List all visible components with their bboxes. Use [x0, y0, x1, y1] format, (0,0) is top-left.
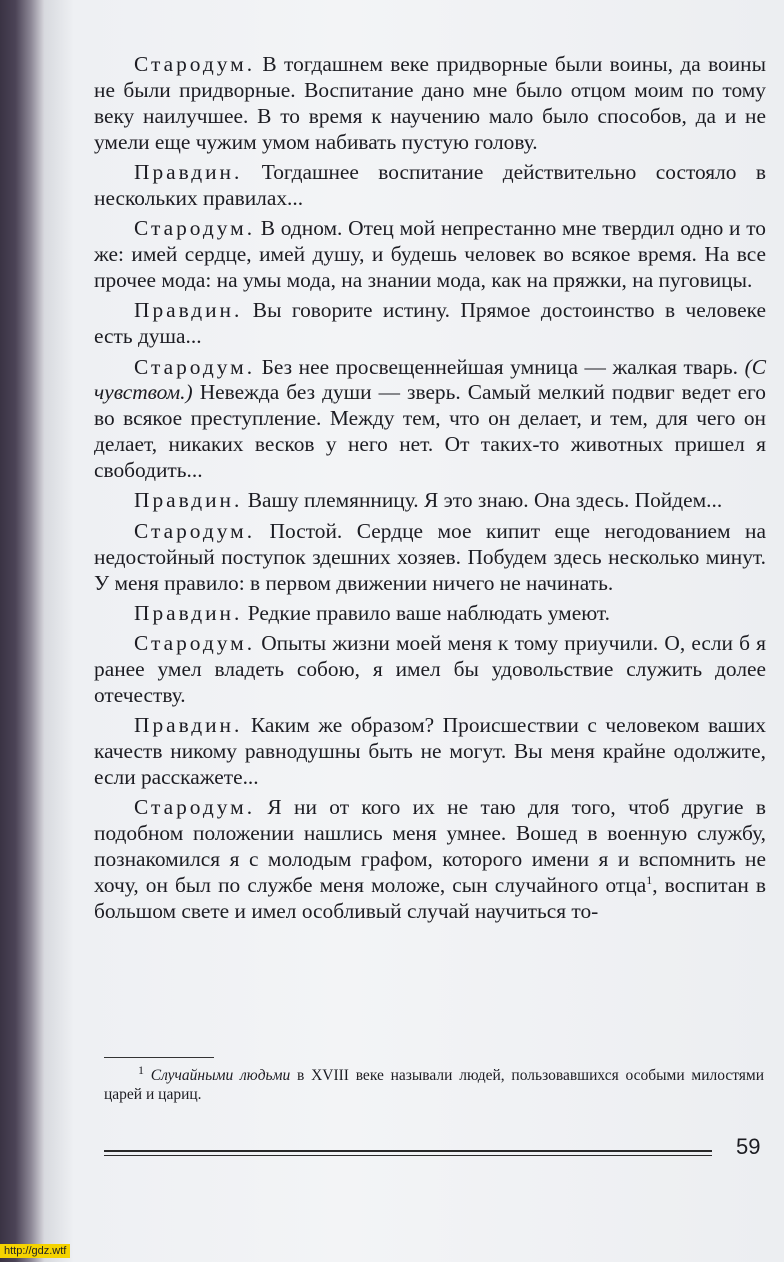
speech-text: В тогдашнем веке придворные были воины, да воины не были придворные. Воспитание дано мне было отцом моим по тому веку наилучшее. В то время к научению мало было способов, да и не умели еще чужим умом набивать пустую голову. — [94, 52, 766, 154]
paragraph — [94, 631, 766, 709]
speaker-name: Правдин. — [134, 713, 243, 738]
speech-text: Невежда без души — зверь. Самый мелкий подвиг ведет его во всякое преступление. Между тем, что он делает, и тем, для чего он делает, никаких весков у него нет. От таких-то животных пришел я свободить... — [94, 380, 766, 483]
paragraph — [94, 52, 766, 156]
speaker-name: Стародум. — [134, 52, 256, 76]
speech-text: Редкие правило ваше наблюдать умеют. — [247, 600, 610, 625]
stage-direction: (С чувством.) — [94, 354, 766, 405]
footnote-term: Случайными людьми — [150, 1067, 291, 1084]
paragraph — [94, 795, 766, 925]
speech-text: Тогдашнее воспитание действительно состояло в нескольких правилах... — [94, 160, 766, 210]
speech-text: , воспитан в большом свете и имел особливый случай научиться то- — [94, 873, 766, 923]
paragraph — [94, 216, 766, 294]
book-spine-shadow — [0, 0, 44, 1262]
speech-text: Постой. Сердце мое кипит еще негодованием на недостойный поступок здешних хозяев. Побудем здесь несколько минут. У меня правило: в первом движении ничего не начинать. — [94, 518, 766, 595]
footnote-text: в XVIII веке называли людей, пользовавшихся особыми милостями царей и цариц. — [104, 1067, 765, 1103]
footnote-separator — [104, 1057, 214, 1058]
footnote-marker: 1 — [646, 872, 653, 887]
page-number: 59 — [736, 1134, 761, 1159]
speech-text: Опыты жизни моей меня к тому приучили. О, если б я ранее умел владеть собою, я имел бы удовольствие служить долее отечеству. — [94, 631, 766, 707]
speaker-name: Правдин. — [134, 600, 243, 625]
footnote — [104, 1062, 765, 1104]
speech-text: Без нее просвещеннейшая умница — жалкая тварь. — [261, 354, 739, 379]
speaker-name: Стародум. — [134, 354, 256, 379]
speech-text: Вашу племянницу. Я это знаю. Она здесь. Пойдем... — [247, 488, 723, 513]
paragraph — [94, 601, 766, 627]
watermark: http://gdz.wtf — [0, 1244, 70, 1258]
speaker-name: Правдин. — [134, 298, 243, 323]
speaker-name: Правдин. — [134, 160, 243, 185]
speech-text: Вы говорите истину. Прямое достоинство в человеке есть душа... — [94, 298, 766, 349]
speaker-name: Стародум. — [134, 216, 256, 241]
speech-text: В одном. Отец мой непрестанно мне твердил одно и то же: имей сердце, имей душу, и будешь человек во всякое время. На все прочее мода: на умы мода, на знании мода, как на пряжки, на пуговицы. — [94, 216, 767, 293]
bottom-rule — [104, 1150, 712, 1156]
speaker-name: Стародум. — [134, 795, 256, 820]
speaker-name: Стародум. — [134, 631, 256, 656]
paragraph — [94, 713, 766, 791]
paragraph — [94, 298, 766, 350]
paragraph — [94, 519, 766, 597]
paragraph — [94, 160, 766, 212]
speaker-name: Правдин. — [134, 488, 243, 513]
footnote-number: 1 — [138, 1062, 144, 1077]
speaker-name: Стародум. — [134, 518, 256, 543]
page-body — [94, 52, 766, 929]
paragraph — [94, 488, 766, 514]
paragraph — [94, 355, 766, 485]
book-page — [44, 0, 784, 1262]
speech-text: Я ни от кого их не таю для того, чтоб другие в подобном положении нашлись меня умнее. Вошед в военную службу, познакомился я с молодым графом, которого имени я и вспомнить не хочу, он был по службе меня моложе, сын случайного отца — [94, 795, 766, 898]
speech-text: Каким же образом? Происшествии с человеком ваших качеств никому равнодушны быть не могут. Вы меня крайне одолжите, если расскажете... — [94, 713, 766, 790]
